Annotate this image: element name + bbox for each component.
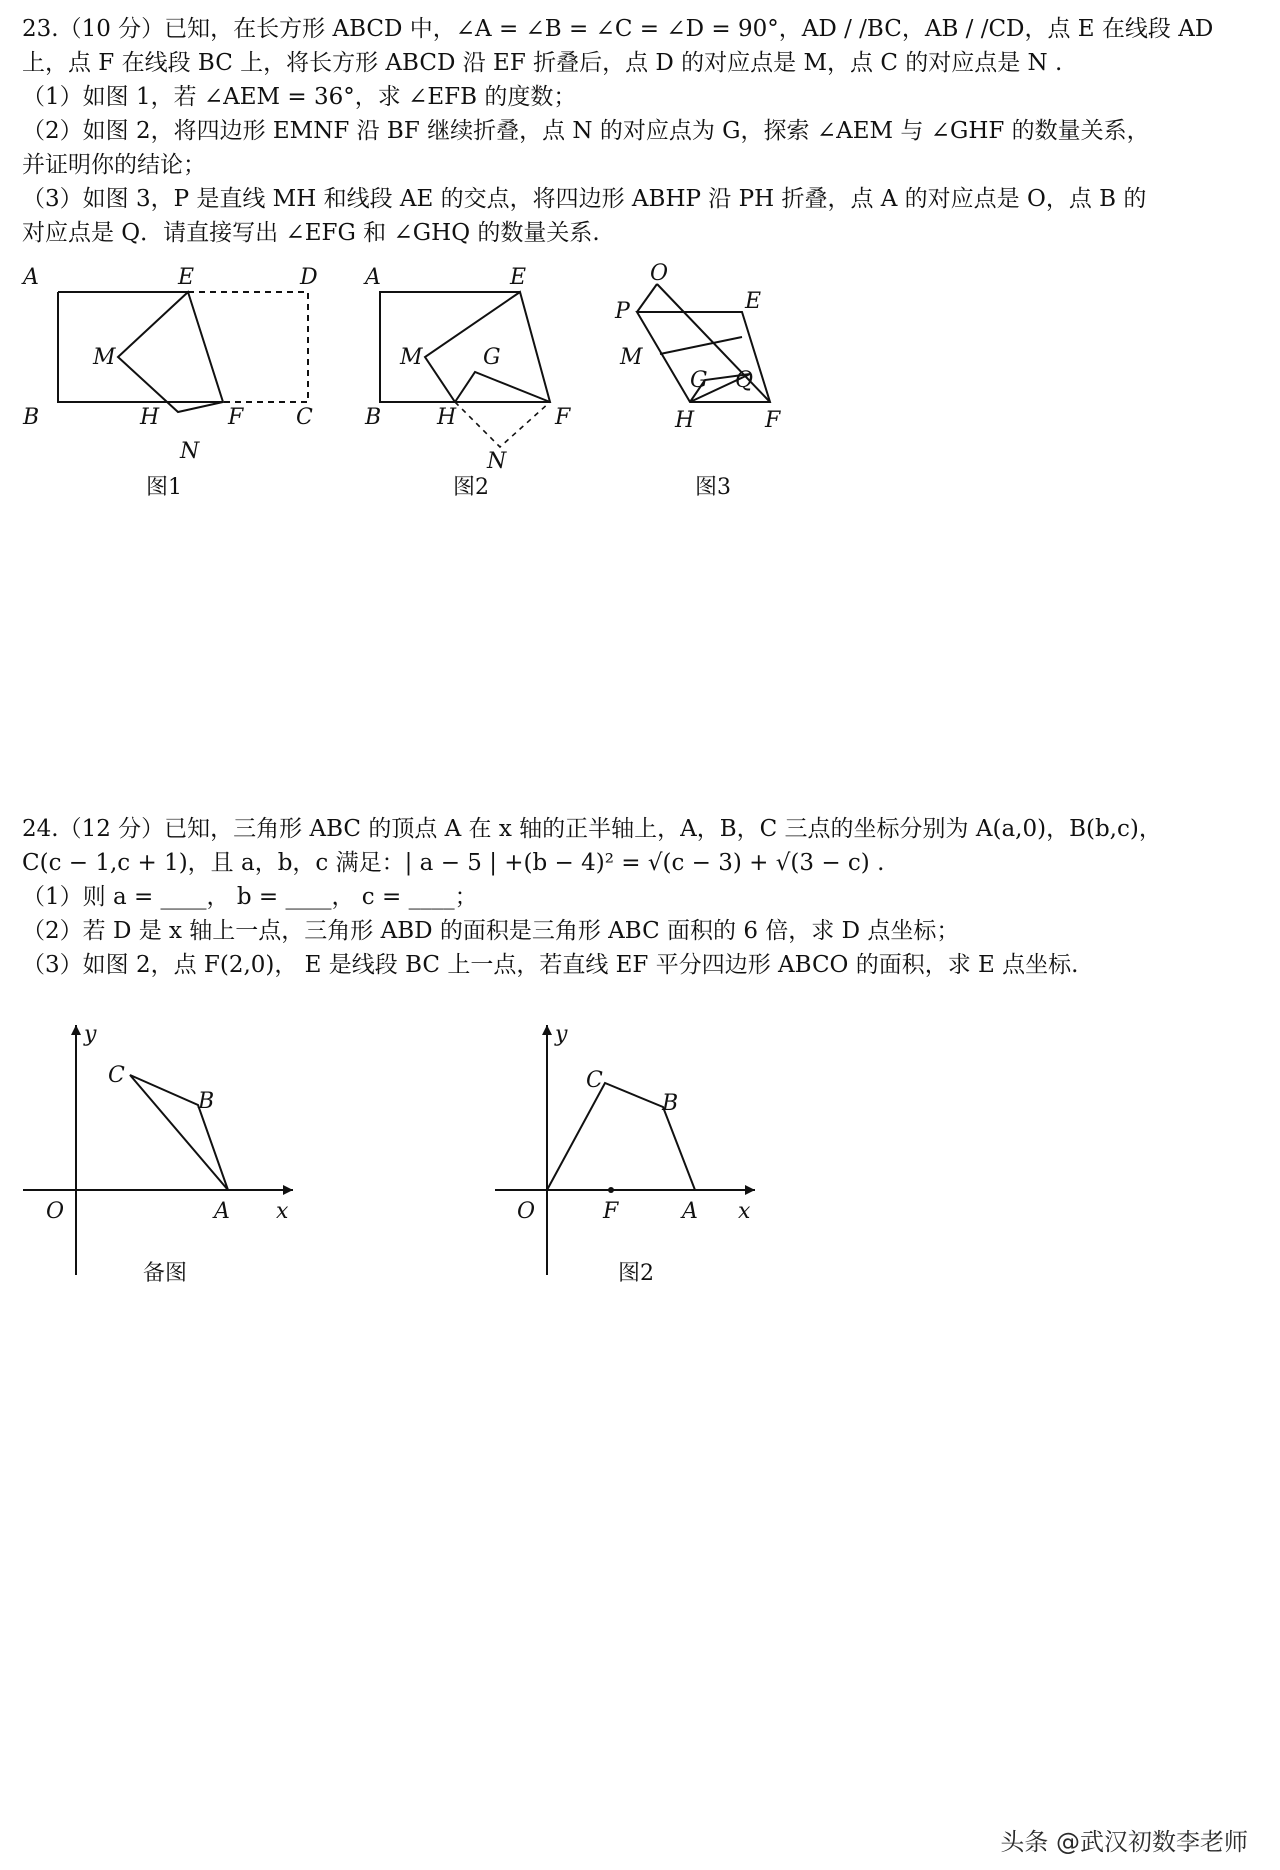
fig2-label: A [365,265,381,290]
fig4-label: A [214,1199,230,1224]
fig4-x-arrow-icon [283,1185,293,1195]
fig2-label: N [487,449,507,474]
fig3-label: H [675,408,695,433]
fig1-caption: 图1 [146,475,182,500]
fig1-label: D [300,265,318,290]
fig5-label: F [603,1199,619,1224]
q24-line-2: C(c − 1,c + 1)，且 a，b，c 满足：| a − 5 | +(b − 4)² = √(c − 3) + √(3 − c) . [22,850,885,876]
fig3-label: Q [735,368,754,393]
q24-figure-backup [18,1005,308,1305]
fig2-dashed-n [455,402,550,447]
q23-line-3: （1）如图 1，若 ∠AEM = 36°，求 ∠EFB 的度数； [22,84,577,110]
fig4-axis-label: x [276,1199,289,1224]
fig5-x-arrow-icon [745,1185,755,1195]
fig2-label: F [555,405,571,430]
fig3-label: M [620,345,643,370]
fig2-label: M [400,345,423,370]
fig5-y-arrow-icon [542,1025,552,1035]
q23-line-1: 23.（10 分）已知，在长方形 ABCD 中，∠A = ∠B = ∠C = ∠D = 90°，AD / /BC，AB / /CD，点 E 在线段 AD [22,16,1214,42]
fig3-line-po [637,284,657,312]
q23-figure-1 [18,262,318,507]
fig1-label: B [23,405,40,430]
fig3-label: G [690,368,708,393]
fig1-label: E [178,265,195,290]
fig5-point-f [608,1187,614,1193]
fig2-label: G [483,345,501,370]
fig4-label: O [46,1199,65,1224]
question-23 [22,12,1267,250]
q24-line-4: （2）若 D 是 x 轴上一点，三角形 ABD 的面积是三角形 ABC 面积的 6 倍，求 D 点坐标； [22,918,960,944]
fig2-label: H [437,405,457,430]
fig5-axis-label: y [555,1022,568,1047]
q23-line-6: （3）如图 3，P 是直线 MH 和线段 AE 的交点，将四边形 ABHP 沿 PH 折叠，点 A 的对应点是 O，点 B 的 [22,186,1147,212]
fig4-axis-label: y [84,1022,97,1047]
fig3-label: F [765,408,781,433]
question-24 [22,812,1267,982]
fig3-line-m [660,337,742,354]
fig1-label: F [228,405,244,430]
q23-line-7: 对应点是 Q．请直接写出 ∠EFG 和 ∠GHQ 的数量关系. [22,220,600,246]
fig2-caption: 图2 [453,475,489,500]
watermark: 头条 @武汉初数李老师 [1000,1828,1248,1856]
fig5-caption: 图2 [618,1261,654,1286]
fig4-y-arrow-icon [71,1025,81,1035]
q24-line-5: （3）如图 2，点 F(2,0)， E 是线段 BC 上一点，若直线 EF 平分四边形 ABCO 的面积，求 E 点坐标. [22,952,1079,978]
fig5-label: C [586,1068,603,1093]
fig3-caption: 图3 [695,475,731,500]
fig4-label: C [108,1063,125,1088]
q24-line-3: （1）则 a = ____， b = ____， c = ____； [22,884,478,910]
q23-figure-2 [365,262,585,507]
q23-line-5: 并证明你的结论； [22,152,206,178]
q24-line-1: 24.（12 分）已知，三角形 ABC 的顶点 A 在 x 轴的正半轴上，A，B，C 三点的坐标分别为 A(a,0)，B(b,c)， [22,816,1162,842]
fig1-label: H [140,405,160,430]
fig1-label: N [180,439,200,464]
fig5-label: B [662,1091,679,1116]
fig3-label: O [650,261,669,286]
fig1-label: A [23,265,39,290]
fig5-label: O [517,1199,536,1224]
q23-figure-3 [605,262,815,507]
fig2-label: B [365,405,382,430]
fig3-label: P [615,299,630,324]
fig4-label: B [198,1089,215,1114]
fig1-label: M [93,345,116,370]
fig1-fold-shape [118,292,223,412]
fig5-label: A [682,1199,698,1224]
fig3-label: E [745,289,762,314]
fig2-label: E [510,265,527,290]
q23-line-2: 上，点 F 在线段 BC 上，将长方形 ABCD 沿 EF 折叠后，点 D 的对应点是 M，点 C 的对应点是 N . [22,50,1063,76]
fig2-fold-g [455,372,550,402]
fig4-caption: 备图 [143,1261,188,1286]
q24-figure-2 [490,1005,770,1305]
fig5-axis-label: x [738,1199,751,1224]
fig1-label: C [296,405,313,430]
q23-line-4: （2）如图 2，将四边形 EMNF 沿 BF 继续折叠，点 N 的对应点为 G，探索 ∠AEM 与 ∠GHF 的数量关系， [22,118,1150,144]
